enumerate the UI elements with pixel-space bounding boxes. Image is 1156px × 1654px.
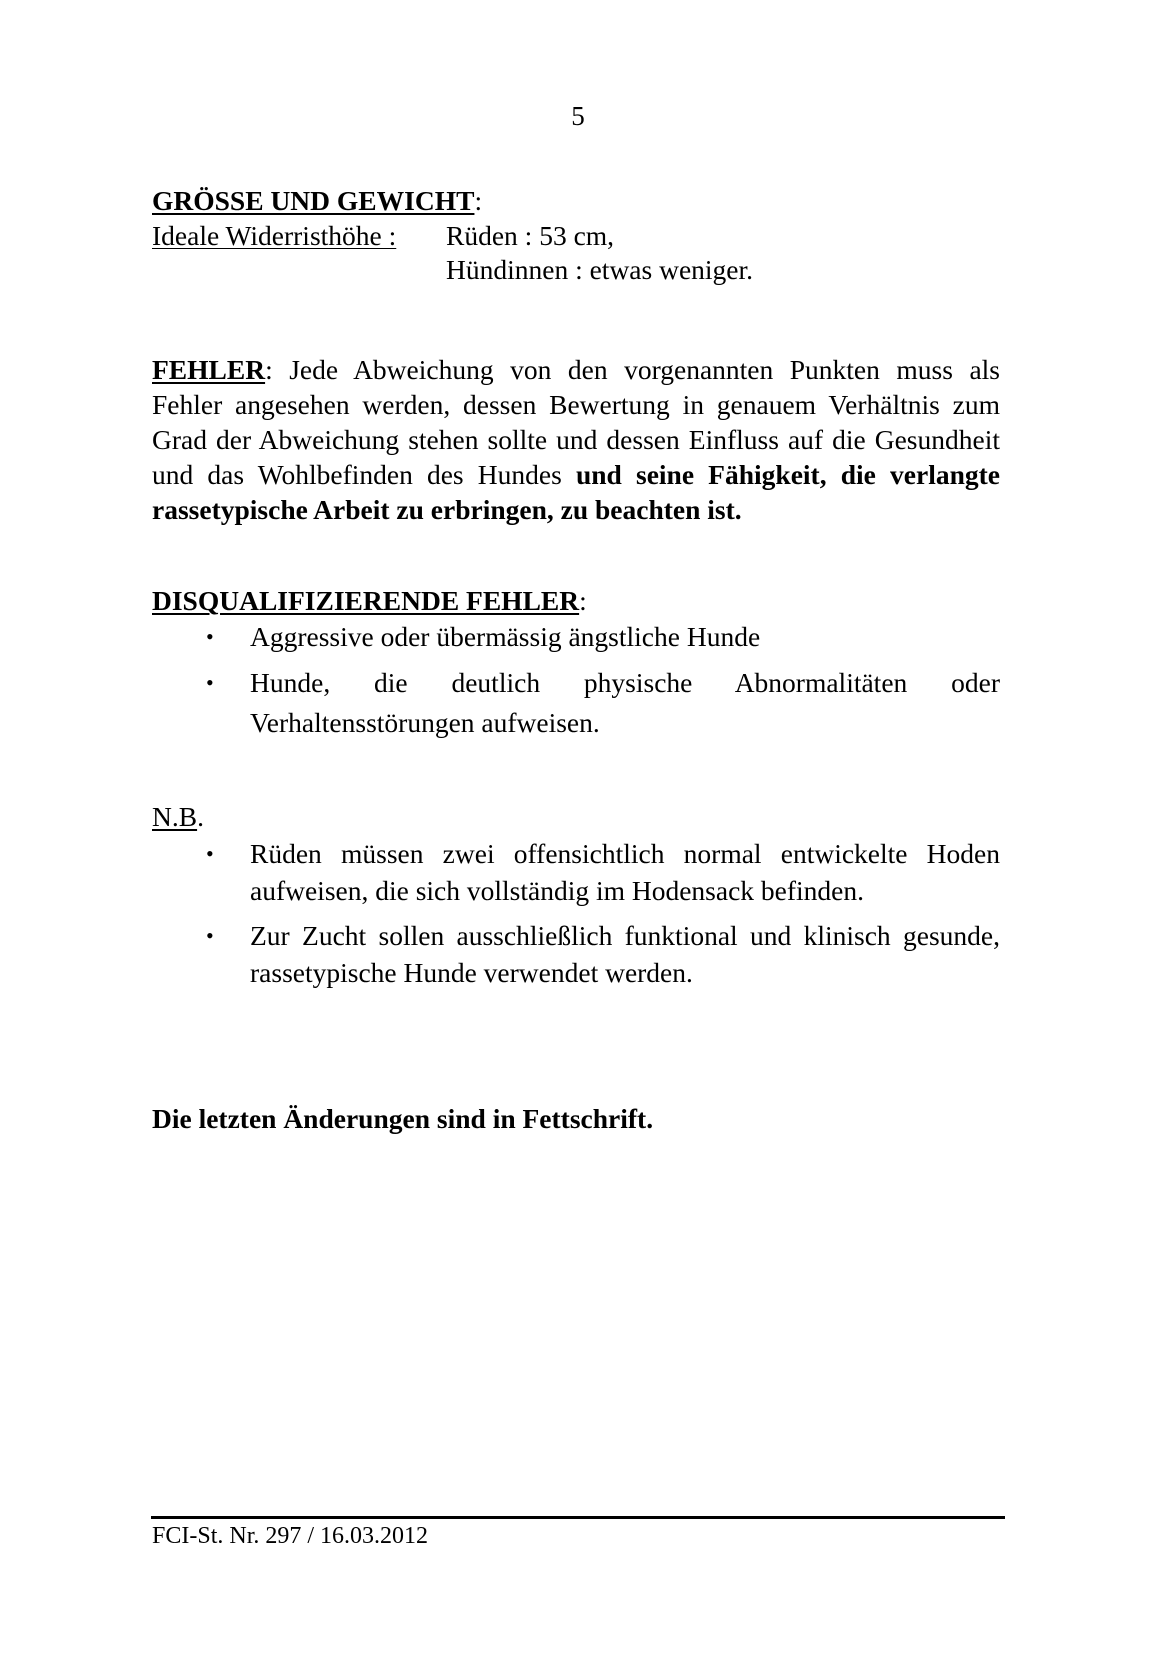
nb-heading-dot: . [197, 801, 204, 832]
list-item-text: Aggressive oder übermässig ängstliche Hunde [250, 621, 761, 652]
disqualifying-heading [152, 584, 587, 618]
male-height-value: Rüden : 53 cm, [446, 220, 615, 251]
list-item [152, 617, 1000, 657]
faults-text-bold: und seine Fähigkeit, die verlangte rassetypische Arbeit zu erbringen, zu beachten ist. [152, 459, 1000, 525]
closing-note: Die letzten Änderungen sind in Fettschrift. [152, 1103, 654, 1134]
faults-text: : Jede Abweichung von den vorgenannten Punkten muss als Fehler angesehen werden, dessen Bewertung in genauem Verhältnis zum Grad der Abweichung stehen sollte und dessen Einfluss auf die Gesundheit und das Wohlbefinden des Hundes [152, 354, 1000, 490]
female-height-value: Hündinnen : etwas weniger. [446, 254, 754, 285]
bullet-icon: • [206, 624, 214, 649]
disqualifying-list [152, 617, 1000, 749]
page-number: 5 [571, 101, 585, 131]
disqualifying-heading-text: DISQUALIFIZIERENDE FEHLER [152, 585, 580, 616]
list-item [152, 917, 1000, 991]
size-weight-heading [152, 184, 482, 218]
list-item-text: Hunde, die deutlich physische Abnormalitäten oder Verhaltensstörungen aufweisen. [250, 667, 1000, 738]
size-weight-heading-text: GRÖSSE UND GEWICHT [152, 185, 475, 216]
size-weight-heading-colon: : [474, 185, 483, 216]
bullet-icon: • [206, 923, 214, 948]
list-item [152, 835, 1000, 909]
nb-heading [152, 800, 204, 834]
bullet-icon: • [206, 841, 214, 866]
faults-paragraph [152, 352, 1000, 527]
faults-heading: FEHLER [152, 354, 266, 385]
nb-heading-text: N.B [152, 801, 198, 832]
list-item-text: Zur Zucht sollen ausschließlich funktional und klinisch gesunde, rassetypische Hunde verwendet werden. [250, 920, 1000, 988]
footer-divider [151, 1516, 1005, 1519]
list-item-text: Rüden müssen zwei offensichtlich normal entwickelte Hoden aufweisen, die sich vollständig im Hodensack befinden. [250, 838, 1000, 906]
withers-height-row [152, 219, 396, 253]
list-item [152, 663, 1000, 743]
disqualifying-heading-colon: : [579, 585, 587, 616]
bullet-icon: • [206, 670, 214, 695]
nb-list [152, 835, 1000, 999]
footer-reference: FCI-St. Nr. 297 / 16.03.2012 [152, 1523, 429, 1549]
withers-height-label: Ideale Widerristhöhe : [152, 220, 397, 251]
